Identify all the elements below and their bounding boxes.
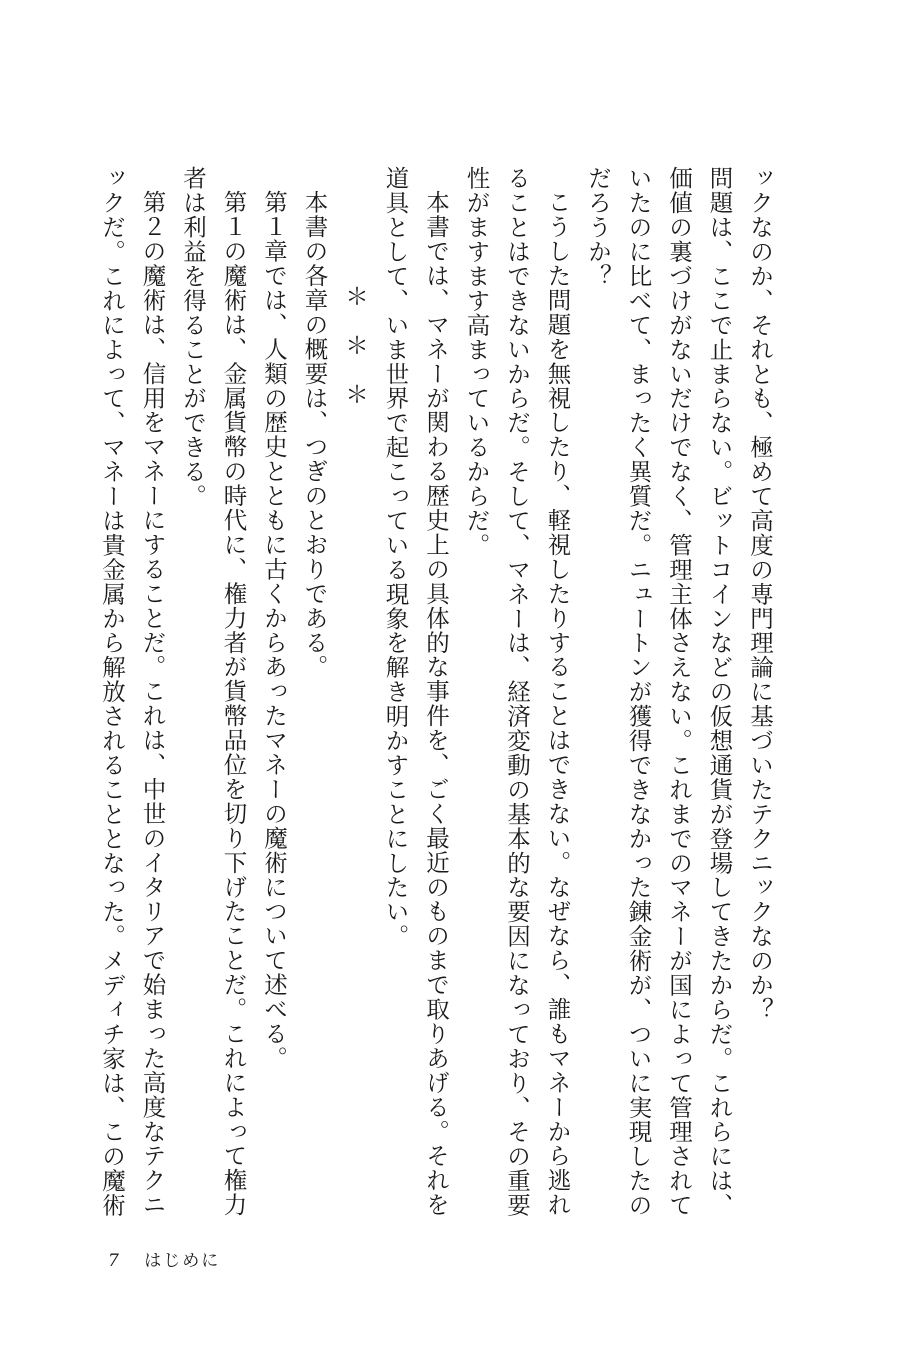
- page-number: 7: [108, 1251, 121, 1271]
- body-line: ックだ。これによって、マネーは貴金属から解放されることとなった。メディチ家は、この魔術: [98, 166, 126, 1218]
- page-footer: [108, 1246, 220, 1271]
- body-line: ックなのか、それとも、極めて高度の専門理論に基づいたテクニックなのか？: [746, 166, 774, 1022]
- body-line: 本書では、マネーが関わる歴史上の具体的な事件を、ごく最近のものまで取りあげる。それを: [422, 189, 450, 1217]
- body-line: 道具として、いま世界で起こっている現象を解き明かすことにしたい。: [381, 166, 410, 949]
- body-line: 第１の魔術は、金属貨幣の時代に、権力者が貨幣品位を切り下げたことだ。これによって権力: [219, 189, 248, 1217]
- body-line: 者は利益を得ることができる。: [179, 166, 207, 509]
- body-line: いたのに比べて、まったく異質だ。ニュートンが獲得できなかった錬金術が、ついに実現したの: [624, 166, 653, 1218]
- running-head: はじめに: [144, 1251, 221, 1271]
- body-line: 性がますます高まっているからだ。: [462, 166, 491, 558]
- body-line: だろうか？: [584, 166, 612, 289]
- body-line: ることはできないからだ。そして、マネーは、経済変動の基本的な要因になっており、その重要: [503, 166, 531, 1218]
- body-line: 問題は、ここで止まらない。ビットコインなどの仮想通貨が登場してきたからだ。これらには、: [705, 166, 734, 1218]
- section-separator: ＊ ＊ ＊: [341, 283, 369, 406]
- body-line: 第１章では、人類の歴史とともに古くからあったマネーの魔術について述べる。: [260, 189, 288, 1070]
- vertical-text-body: [92, 166, 781, 1216]
- body-line: こうした問題を無視したり、軽視したりすることはできない。なぜなら、誰もマネーから逃れ: [543, 189, 572, 1217]
- body-line: 価値の裏づけがないだけでなく、管理主体さえない。これまでのマネーが国によって管理されて: [665, 166, 693, 1218]
- body-line: 第２の魔術は、信用をマネーにすることだ。これは、中世のイタリアで始まった高度なテクニ: [138, 189, 167, 1217]
- body-line: 本書の各章の概要は、つぎのとおりである。: [300, 189, 329, 679]
